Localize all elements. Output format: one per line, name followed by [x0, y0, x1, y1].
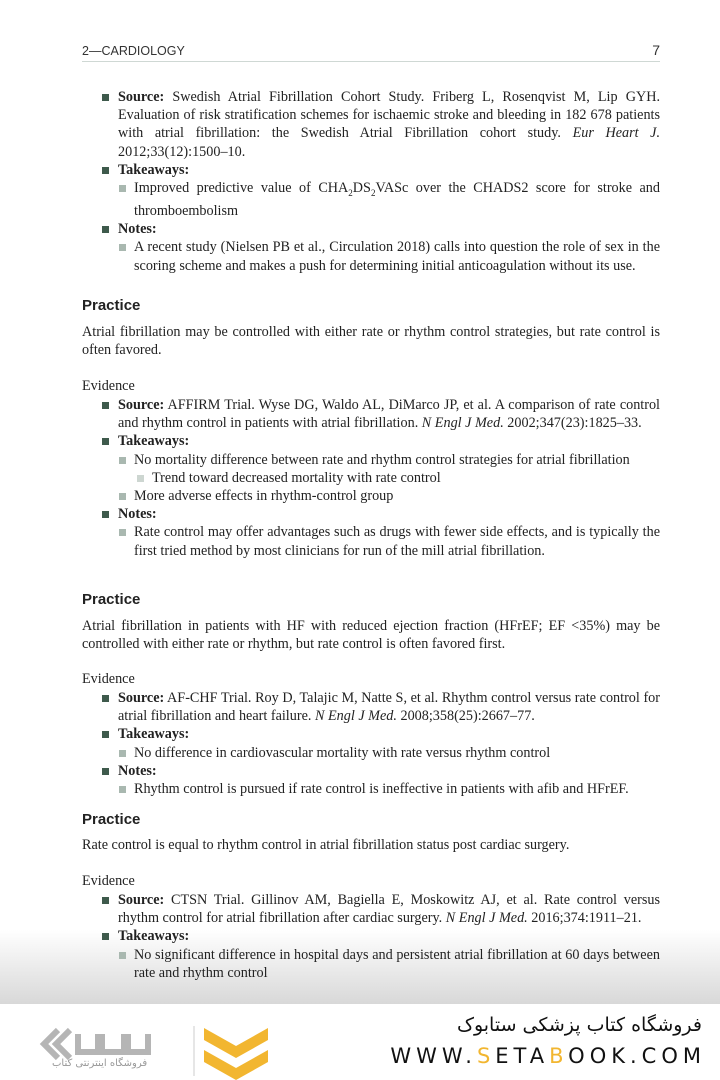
- practice-text: Atrial fibrillation may be controlled with either rate or rhythm control strategies, but rate control is often favored.: [82, 324, 660, 359]
- takeaways-item: Takeaways:: [82, 432, 660, 450]
- practice-text: Rate control is equal to rhythm control in atrial fibrillation status post cardiac surgery.: [82, 837, 570, 853]
- source-item: Source: AF-CHF Trial. Roy D, Talajic M, Natte S, et al. Rhythm control versus rate control for atrial fibrillation and heart failure. N Engl J Med. 2008;358(25):2667–77.: [82, 689, 660, 725]
- store-name: فروشگاه کتاب پزشکی ستابوک: [456, 1014, 702, 1036]
- notes-item: Notes:: [82, 505, 660, 523]
- sub-takeaway: Trend toward decreased mortality with rate control: [82, 469, 660, 487]
- practice-heading: Practice: [82, 811, 141, 828]
- takeaway: No mortality difference between rate and rhythm control strategies for atrial fibrillation: [82, 451, 660, 469]
- practice-text: Atrial fibrillation in patients with HF with reduced ejection fraction (HFrEF; EF <35%) may be controlled with either rate or rhythm, but rate control is often favored first.: [82, 618, 660, 653]
- logo-tagline: فروشگاه اینترنتی کتاب: [52, 1058, 148, 1069]
- practice-heading: Practice: [82, 297, 141, 314]
- source-item: Source: CTSN Trial. Gillinov AM, Bagiella E, Moskowitz AJ, et al. Rate control versus rhythm control for atrial fibrillation after cardiac surgery. N Engl J Med. 2016;374:1911–21.: [82, 891, 660, 927]
- running-header: [82, 44, 660, 62]
- takeaways-item: Takeaways:: [82, 161, 660, 179]
- note: Rhythm control is pursued if rate control is ineffective in patients with afib and HFrEF.: [82, 780, 660, 798]
- store-url[interactable]: WWW.SETABOOK.COM: [390, 1044, 706, 1068]
- practice-heading: Practice: [82, 591, 141, 608]
- evidence-block-ctsn: [82, 891, 660, 982]
- takeaways-item: Takeaways:: [82, 927, 660, 945]
- note: Rate control may offer advantages such as drugs with fewer side effects, and is typically the first tried method by most clinicians for run of the mill atrial fibrillation.: [82, 523, 660, 559]
- takeaway: More adverse effects in rhythm-control group: [82, 487, 660, 505]
- evidence-label: Evidence: [82, 378, 135, 394]
- notes-item: Notes:: [82, 220, 660, 238]
- takeaways-item: Takeaways:: [82, 725, 660, 743]
- evidence-label: Evidence: [82, 671, 135, 687]
- takeaway: Improved predictive value of $CHA_2DS_2VASc$ over the CHADS2 score for stroke and thromboembolism: [82, 179, 660, 220]
- setabook-logo-icon: [36, 1018, 276, 1080]
- takeaway: No difference in cardiovascular mortality with rate versus rhythm control: [82, 744, 660, 762]
- evidence-block-swedish: [82, 88, 660, 275]
- takeaway: No significant difference in hospital days and persistent atrial fibrillation at 60 days between rate and rhythm control: [82, 946, 660, 982]
- footer-banner: [0, 1004, 720, 1080]
- source-item: Source: AFFIRM Trial. Wyse DG, Waldo AL, DiMarco JP, et al. A comparison of rate control and rhythm control in patients with atrial fibrillation. N Engl J Med. 2002;347(23):1825–33.: [82, 396, 660, 432]
- page-number: 7: [652, 42, 660, 58]
- note: A recent study (Nielsen PB et al., Circulation 2018) calls into question the role of sex in the scoring scheme and makes a push for determining initial anticoagulation without its use.: [82, 238, 660, 274]
- chapter-title: 2—CARDIOLOGY: [82, 44, 185, 58]
- evidence-block-affirm: [82, 396, 660, 560]
- source-item: Source: Swedish Atrial Fibrillation Cohort Study. Friberg L, Rosenqvist M, Lip GYH. Evaluation of risk stratification schemes for ischaemic stroke and bleeding in 182 678 patients with atrial fibrillation: the Swedish Atrial Fibrillation cohort study. Eur Heart J. 2012;33(12):1500–10.: [82, 88, 660, 161]
- evidence-block-afchf: [82, 689, 660, 798]
- notes-item: Notes:: [82, 762, 660, 780]
- evidence-label: Evidence: [82, 873, 135, 889]
